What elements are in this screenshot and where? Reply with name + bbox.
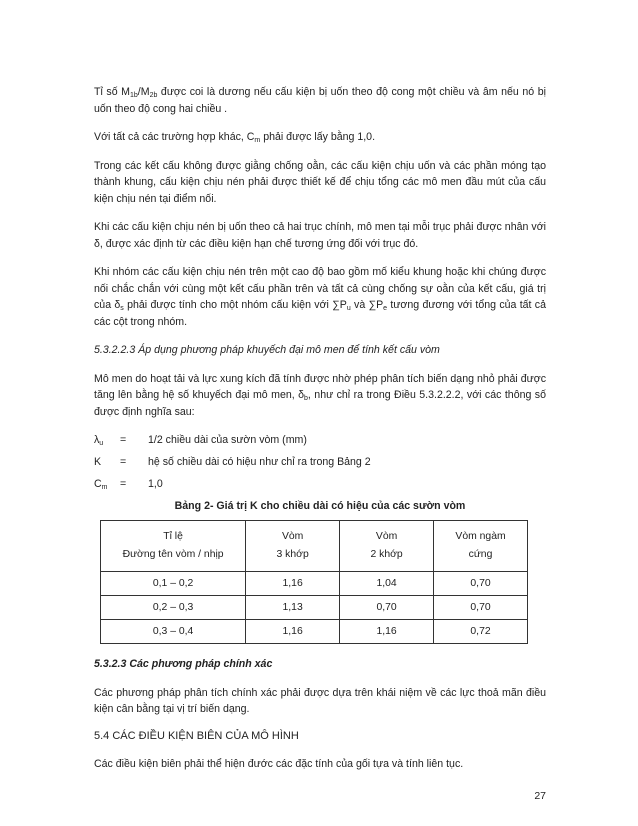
paragraph-group-members: Khi nhóm các cấu kiện chịu nén trên một cao độ bao gồm mố kiểu khung hoặc khi chúng được nối chắc chắn với cùng một kết cấu phần trên và tất cả cùng chống sự oằn của kết cấu, giá trị của $\delta_s$ phải được tính cho một nhóm cấu kiện với $\sum P_u$ và $\sum P_e$ tương đương với tổng của tất cả các cột trong nhóm. <box>94 266 546 328</box>
section-heading-boundary-conditions: 5.4 CÁC ĐIỀU KIỆN BIÊN CỦA MÔ HÌNH <box>94 729 299 742</box>
definition-lambda-u: $\lambda_u$ = 1/2 chiều dài của sườn vòm (mm) <box>94 434 307 447</box>
table-header-row <box>101 521 528 572</box>
table-row: 0,1 – 0,2 1,16 1,04 0,70 <box>101 572 528 596</box>
header-two-hinged: Vòm 2 khớp <box>340 521 434 572</box>
header-three-hinged: Vòm 3 khớp <box>246 521 340 572</box>
header-fixed: Vòm ngàm cứng <box>434 521 528 572</box>
definition-k: K = hệ số chiều dài có hiệu như chỉ ra trong Bảng 2 <box>94 456 371 468</box>
k-values-table <box>100 520 528 644</box>
section-heading-arch-magnification: 5.3.2.2.3 Áp dụng phương pháp khuyếch đại mô men để tính kết cấu vòm <box>94 344 440 356</box>
paragraph-unbraced-frames: Trong các kết cấu không được giằng chống oằn, các cấu kiện chịu uốn và các phần móng tạo thành khung, cấu kiện chịu nén phải được thiết kế để chịu tổng các mô men đầu mút của cấu kiện chịu nén tại điểm nối. <box>94 159 546 205</box>
definitions-list <box>94 432 546 492</box>
table-row: 0,3 – 0,4 1,16 1,16 0,72 <box>101 620 528 644</box>
header-ratio: Tỉ lệ Đường tên vòm / nhịp <box>101 521 246 572</box>
table-row: 0,2 – 0,3 1,13 0,70 0,70 <box>101 596 528 620</box>
paragraph-cm-other-cases: Với tất cả các trường hợp khác, $C_m$ phải được lấy bằng 1,0. <box>94 131 376 144</box>
definition-cm: $C_m$ = 1,0 <box>94 478 163 491</box>
paragraph-exact-methods: Các phương pháp phân tích chính xác phải được dựa trên khái niệm về các lực thoả mãn điều kiện cân bằng tại vị trí biến dạng. <box>94 686 546 715</box>
section-heading-exact-methods: 5.3.2.3 Các phương pháp chính xác <box>94 658 273 670</box>
page-number: 27 <box>534 790 546 802</box>
document-page <box>94 84 546 784</box>
paragraph-moment-magnification: Mô men do hoạt tải và lực xung kích đã tính được nhờ phép phân tích biến dạng nhỏ phải được tăng lên bằng hệ số khuyếch đại mô men, $\delta_b$, như chỉ ra trong Điều 5.3.2.2.2, với các thông số được định nghĩa sau: <box>94 372 546 418</box>
paragraph-biaxial-bending: Khi các cấu kiện chịu nén bị uốn theo cả hai trục chính, mô men tại mỗi trục phải được nhân với δ, được xác định từ các điều kiện hạn chế tương ứng đối với trục đó. <box>94 221 546 250</box>
paragraph-boundary-conditions: Các điều kiện biên phải thể hiện đước các đặc tính của gối tựa và tính liên tục. <box>94 757 464 770</box>
table-caption: Bảng 2- Giá trị K cho chiều dài có hiệu của các sườn vòm <box>174 500 466 512</box>
paragraph-moment-ratio: Tỉ số $M_{1b}/M_{2b}$ được coi là dương nếu cấu kiện bị uốn theo độ cong một chiều và âm nếu nó bị uốn theo độ cong hai chiều . <box>94 86 546 115</box>
